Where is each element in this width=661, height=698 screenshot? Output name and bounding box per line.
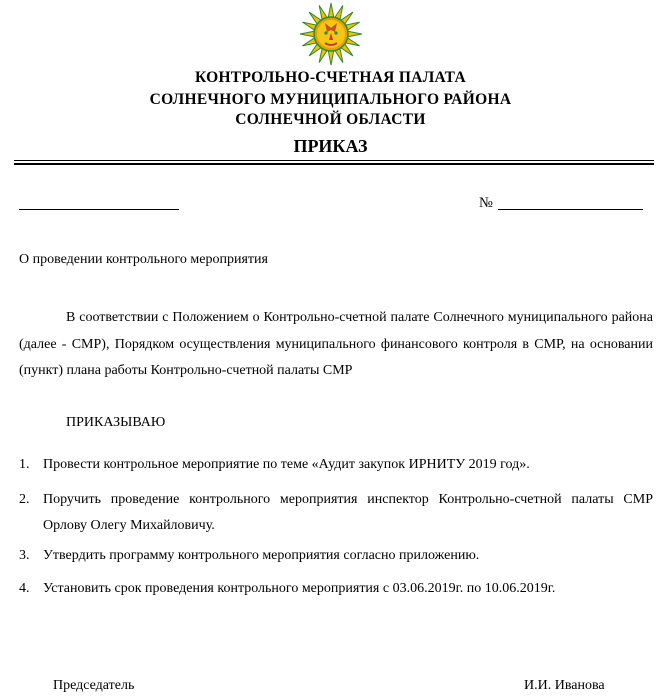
order-keyword: ПРИКАЗЫВАЮ <box>66 415 166 430</box>
header-divider-thin <box>14 160 654 161</box>
org-name-line-3: СОЛНЕЧНОЙ ОБЛАСТИ <box>235 111 426 128</box>
order-item-number: 2. <box>19 492 30 507</box>
header-divider-thick <box>14 163 654 165</box>
date-blank-line <box>19 209 179 210</box>
signatory-name: И.И. Иванова <box>524 678 605 693</box>
order-item-text: Провести контрольное мероприятие по теме «Аудит закупок ИРНИТУ 2019 год». <box>43 457 530 472</box>
document-type-title: ПРИКАЗ <box>293 136 368 156</box>
emblem-ray <box>348 31 362 36</box>
order-item-number: 3. <box>19 548 30 563</box>
emblem-ray <box>300 31 314 36</box>
number-blank-line <box>498 209 643 210</box>
order-item-text: Утвердить программу контрольного мероприятия согласно приложению. <box>43 548 480 563</box>
signatory-role: Председатель <box>53 678 135 693</box>
order-item-number: 4. <box>19 581 30 596</box>
preamble-paragraph: В соответствии с Положением о Контрольно-счетной палате Солнечного муниципального района (далее - СМР), Порядком осуществления муниципального финансового контроля в СМР, на основании (пункт) плана работы Контрольно-счетной палаты СМР <box>19 310 653 378</box>
order-item-text: Установить срок проведения контрольного мероприятия с 03.06.2019г. по 10.06.2019г. <box>43 581 556 596</box>
number-sign: № <box>479 195 493 211</box>
emblem-ray <box>328 3 333 17</box>
order-item-number: 1. <box>19 457 30 472</box>
emblem-ray <box>328 51 333 65</box>
org-name-line-2: СОЛНЕЧНОГО МУНИЦИПАЛЬНОГО РАЙОНА <box>149 91 512 108</box>
document-subject: О проведении контрольного мероприятия <box>19 252 268 267</box>
org-name-line-1: КОНТРОЛЬНО-СЧЕТНАЯ ПАЛАТА <box>194 69 467 86</box>
order-item-text: Поручить проведение контрольного мероприятия инспектор Контрольно-счетной палаты СМР Орлову Олегу Михайловичу. <box>43 492 653 533</box>
sun-emblem-icon <box>299 2 363 66</box>
